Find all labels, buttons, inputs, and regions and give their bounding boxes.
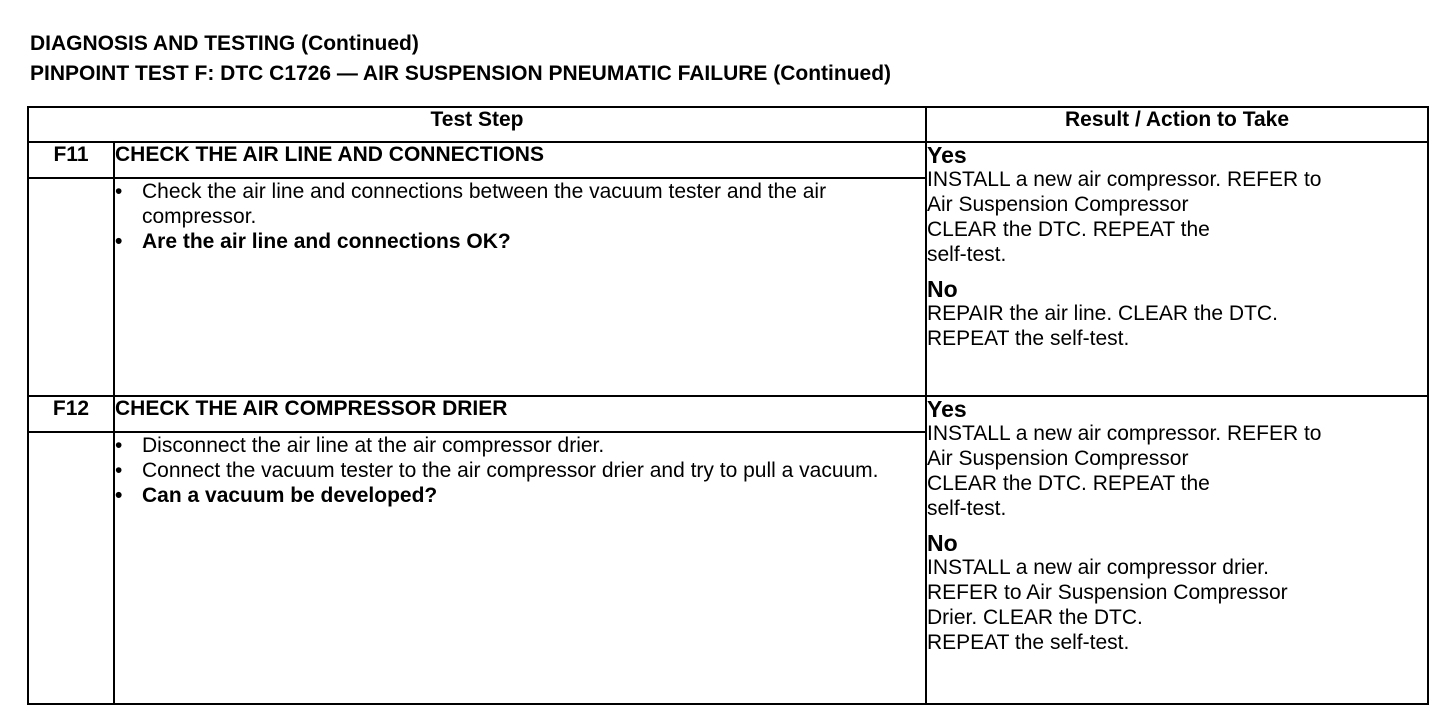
no-action-line: REPEAT the self-test. (927, 327, 1130, 350)
step-id: F12 (28, 396, 114, 432)
instruction-item: • Check the air line and connections between the vacuum tester and the air compressor. (115, 179, 925, 229)
step-result (926, 142, 1428, 396)
no-action-line: REPEAT the self-test. (927, 631, 1130, 654)
step-id-blank (28, 432, 114, 704)
step-id-blank (28, 178, 114, 396)
yes-action-line: CLEAR the DTC. REPEAT the (927, 472, 1210, 495)
instruction-question: • Are the air line and connections OK? (115, 229, 925, 254)
instruction-item: • Connect the vacuum tester to the air compressor drier and try to pull a vacuum. (115, 458, 925, 483)
yes-label: Yes (927, 142, 967, 168)
step-instructions (114, 432, 926, 704)
pinpoint-test-title: PINPOINT TEST F: DTC C1726 — AIR SUSPENSION PNEUMATIC FAILURE (Continued) (30, 62, 892, 85)
no-action-line: Drier. CLEAR the DTC. (927, 606, 1143, 629)
yes-action-line: CLEAR the DTC. REPEAT the (927, 218, 1210, 241)
step-title-row (28, 142, 1428, 178)
result-action-header: Result / Action to Take (926, 107, 1428, 142)
step-result (926, 396, 1428, 704)
yes-action-line: self-test. (927, 497, 1007, 520)
test-step-header: Test Step (28, 107, 926, 142)
no-label: No (927, 530, 958, 556)
step-title: CHECK THE AIR LINE AND CONNECTIONS (114, 142, 926, 178)
pinpoint-test-table (27, 106, 1429, 705)
step-id: F11 (28, 142, 114, 178)
step-title: CHECK THE AIR COMPRESSOR DRIER (114, 396, 926, 432)
no-action-line: INSTALL a new air compressor drier. (927, 556, 1269, 579)
yes-label: Yes (927, 396, 967, 422)
yes-action-line: INSTALL a new air compressor. REFER to (927, 168, 1322, 191)
yes-action-line: Air Suspension Compressor (927, 193, 1189, 216)
step-title-row (28, 396, 1428, 432)
yes-action-line: INSTALL a new air compressor. REFER to (927, 422, 1322, 445)
instruction-item: • Disconnect the air line at the air compressor drier. (115, 433, 925, 458)
no-label: No (927, 276, 958, 302)
step-instructions (114, 178, 926, 396)
yes-action-line: Air Suspension Compressor (927, 447, 1189, 470)
section-heading: DIAGNOSIS AND TESTING (Continued) (30, 32, 419, 55)
no-action-line: REPAIR the air line. CLEAR the DTC. (927, 302, 1278, 325)
instruction-question: • Can a vacuum be developed? (115, 483, 925, 508)
yes-action-line: self-test. (927, 243, 1007, 266)
no-action-line: REFER to Air Suspension Compressor (927, 581, 1288, 604)
